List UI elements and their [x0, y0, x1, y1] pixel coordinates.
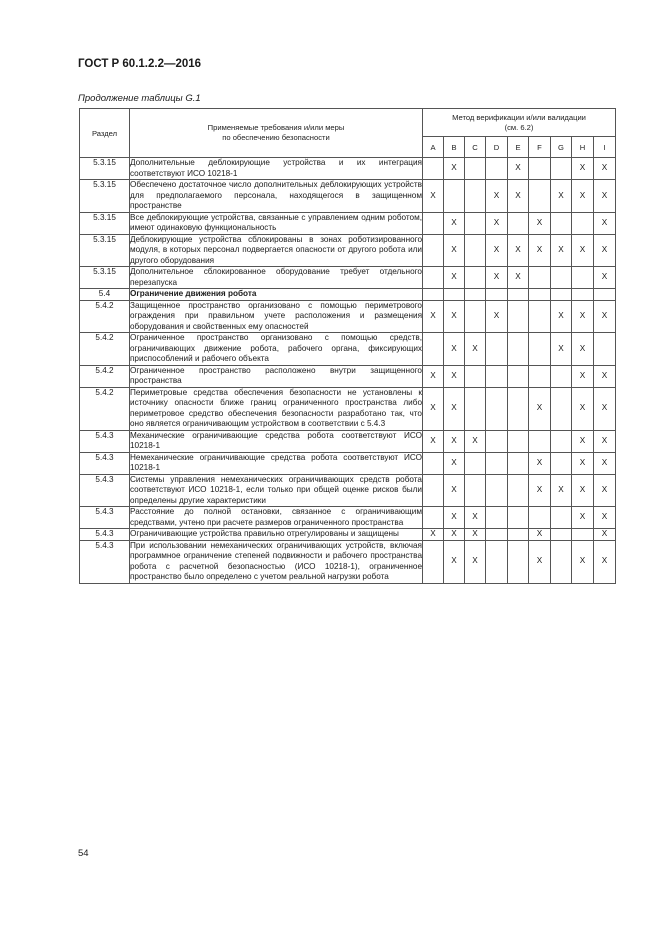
method-mark-cell: X: [572, 474, 594, 507]
table-caption: Продолжение таблицы G.1: [78, 93, 201, 104]
method-mark-cell: X: [465, 333, 486, 366]
requirement-cell: Немеханические ограничивающие средства робота соответствуют ИСО 10218-1: [130, 452, 422, 472]
method-mark-cell: X: [444, 430, 465, 452]
method-mark-cell: [508, 474, 529, 507]
requirement-cell: Ограниченное пространство организовано с помощью средств, ограничивающих движение робота, рабочего органа, фиксирующих приспособлений и рабочего объекта: [130, 333, 422, 363]
method-mark-cell: X: [465, 529, 486, 541]
method-mark-cell: [423, 234, 444, 267]
method-mark-cell: X: [444, 300, 465, 333]
method-mark-cell: [465, 365, 486, 387]
method-mark-cell: [423, 158, 444, 180]
requirement-cell: Защищенное пространство организовано с помощью периметрового ограждения при правильном учете расположения и размещения оборудования и свойственных ему опасностей: [130, 300, 422, 331]
method-mark-cell: X: [486, 300, 508, 333]
method-mark-cell: X: [594, 529, 616, 541]
method-mark-cell: [423, 289, 444, 301]
method-mark-cell: [465, 452, 486, 474]
method-mark-cell: X: [572, 387, 594, 430]
method-mark-cell: [465, 267, 486, 289]
method-mark-cell: X: [572, 180, 594, 213]
method-letter-header: B: [444, 137, 465, 158]
method-mark-cell: [551, 529, 572, 541]
method-mark-cell: X: [444, 452, 465, 474]
method-mark-cell: X: [551, 180, 572, 213]
method-mark-cell: [529, 158, 551, 180]
method-mark-cell: [465, 289, 486, 301]
section-cell: 5.3.15: [80, 267, 130, 289]
method-mark-cell: X: [529, 212, 551, 234]
method-mark-cell: [486, 474, 508, 507]
method-mark-cell: X: [551, 300, 572, 333]
method-mark-cell: X: [444, 540, 465, 583]
method-mark-cell: [486, 507, 508, 529]
requirement-cell: Дополнительные деблокирующие устройства и их интеграция соответствуют ИСО 10218-1: [130, 158, 422, 178]
method-mark-cell: X: [423, 387, 444, 430]
method-mark-cell: [465, 387, 486, 430]
method-mark-cell: X: [444, 158, 465, 180]
method-mark-cell: X: [551, 474, 572, 507]
requirement-cell: Дополнительное сблокированное оборудование требует отдельного перезапуска: [130, 267, 422, 287]
requirement-cell: Системы управления немеханических ограничивающих средств робота соответствуют ИСО 10218-1, если только при общей оценке рисков были определены другие характеристики: [130, 474, 422, 505]
method-mark-cell: X: [508, 234, 529, 267]
method-mark-cell: X: [423, 365, 444, 387]
method-mark-cell: [423, 474, 444, 507]
method-mark-cell: X: [486, 212, 508, 234]
requirement-cell: Периметровые средства обеспечения безопасности не установлены к источнику опасности ближе границ ограниченного пространства либо периметровое средство обеспечения безопасности разработано так, что оно является ограничивающим устройством в соответствии с 5.4.3: [130, 387, 422, 428]
method-mark-cell: [508, 529, 529, 541]
section-cell: 5.4.2: [80, 387, 130, 430]
method-mark-cell: [508, 289, 529, 301]
method-mark-cell: [529, 267, 551, 289]
method-mark-cell: X: [551, 333, 572, 366]
method-mark-cell: X: [594, 430, 616, 452]
method-mark-cell: [486, 529, 508, 541]
method-mark-cell: X: [572, 333, 594, 366]
table-row: [80, 234, 616, 267]
method-mark-cell: X: [594, 365, 616, 387]
method-mark-cell: X: [465, 540, 486, 583]
method-letter-header: H: [572, 137, 594, 158]
method-mark-cell: [551, 507, 572, 529]
method-mark-cell: X: [572, 507, 594, 529]
method-mark-cell: [529, 180, 551, 213]
method-mark-cell: X: [572, 540, 594, 583]
table-row: [80, 540, 616, 583]
section-cell: 5.3.15: [80, 180, 130, 213]
method-mark-cell: X: [594, 300, 616, 333]
method-column-header: Метод верификации и/или валидации (см. 6.2): [423, 109, 616, 137]
requirement-column-header: Применяемые требования и/или меры по обеспечению безопасности: [130, 109, 423, 158]
method-mark-cell: X: [465, 507, 486, 529]
table-row: [80, 180, 616, 213]
table-group-row: [80, 289, 616, 301]
method-mark-cell: [529, 365, 551, 387]
table-row: [80, 267, 616, 289]
method-mark-cell: [486, 430, 508, 452]
method-mark-cell: [423, 212, 444, 234]
method-mark-cell: [423, 333, 444, 366]
table-row: [80, 507, 616, 529]
method-mark-cell: X: [594, 452, 616, 474]
method-mark-cell: X: [444, 234, 465, 267]
table-row: [80, 474, 616, 507]
requirement-cell: Деблокирующие устройства сблокированы в зонах роботизированного модуля, в которых персонал подвергается опасности от другого робота или другого оборудования: [130, 234, 422, 265]
method-mark-cell: [594, 289, 616, 301]
method-mark-cell: [572, 289, 594, 301]
method-mark-cell: [529, 430, 551, 452]
table-row: [80, 387, 616, 430]
method-mark-cell: [551, 540, 572, 583]
method-mark-cell: [508, 430, 529, 452]
section-cell: 5.4.2: [80, 300, 130, 333]
method-mark-cell: [465, 474, 486, 507]
method-mark-cell: [572, 529, 594, 541]
method-letter-header: A: [423, 137, 444, 158]
method-mark-cell: [508, 452, 529, 474]
method-mark-cell: [529, 333, 551, 366]
section-cell: 5.4.3: [80, 452, 130, 474]
method-mark-cell: X: [594, 158, 616, 180]
method-letter-header: F: [529, 137, 551, 158]
document-header: ГОСТ Р 60.1.2.2—2016: [78, 58, 202, 70]
method-mark-cell: [529, 507, 551, 529]
page-number: 54: [78, 848, 89, 859]
method-mark-cell: [551, 365, 572, 387]
method-mark-cell: X: [594, 180, 616, 213]
method-mark-cell: [486, 289, 508, 301]
requirement-cell: Обеспечено достаточное число дополнительных деблокирующих устройств для предполагаемого персонала, находящегося в защищенном пространстве: [130, 180, 422, 210]
method-mark-cell: [423, 452, 444, 474]
section-cell: 5.3.15: [80, 212, 130, 234]
method-mark-cell: [508, 212, 529, 234]
method-mark-cell: [508, 333, 529, 366]
method-mark-cell: X: [529, 540, 551, 583]
method-mark-cell: X: [594, 212, 616, 234]
table-row: [80, 333, 616, 366]
section-cell: 5.3.15: [80, 234, 130, 267]
section-cell: 5.4.3: [80, 529, 130, 541]
method-mark-cell: X: [444, 474, 465, 507]
method-mark-cell: [486, 365, 508, 387]
method-mark-cell: [508, 300, 529, 333]
method-mark-cell: [508, 365, 529, 387]
requirement-cell: При использовании немеханических ограничивающих устройств, включая программное ограничение степеней подвижности и рабочего пространства робота с расчетной безопасностью (ИСО 10218-1), ограниченное пространство было определено с учетом реальной нагрузки робота: [130, 540, 422, 581]
section-cell: 5.4.3: [80, 507, 130, 529]
method-mark-cell: [551, 158, 572, 180]
section-cell: 5.4.3: [80, 430, 130, 452]
table-row: [80, 212, 616, 234]
method-mark-cell: [486, 540, 508, 583]
method-mark-cell: X: [444, 507, 465, 529]
method-mark-cell: X: [551, 234, 572, 267]
method-mark-cell: X: [572, 234, 594, 267]
method-mark-cell: [423, 267, 444, 289]
method-mark-cell: X: [444, 333, 465, 366]
method-mark-cell: X: [529, 387, 551, 430]
method-mark-cell: X: [572, 365, 594, 387]
method-mark-cell: X: [444, 212, 465, 234]
method-mark-cell: [486, 452, 508, 474]
method-mark-cell: [551, 430, 572, 452]
method-mark-cell: X: [529, 452, 551, 474]
method-mark-cell: X: [423, 430, 444, 452]
requirement-cell: Механические ограничивающие средства робота соответствуют ИСО 10218-1: [130, 430, 422, 450]
method-mark-cell: [423, 507, 444, 529]
method-letter-header: E: [508, 137, 529, 158]
method-letter-header: G: [551, 137, 572, 158]
method-mark-cell: [508, 540, 529, 583]
method-mark-cell: X: [594, 234, 616, 267]
method-mark-cell: X: [486, 267, 508, 289]
verification-table: [79, 108, 616, 584]
section-cell: 5.4.2: [80, 333, 130, 366]
method-mark-cell: X: [508, 267, 529, 289]
method-mark-cell: X: [594, 267, 616, 289]
group-title-cell: Ограничение движения робота: [130, 289, 423, 301]
method-mark-cell: X: [423, 300, 444, 333]
method-mark-cell: X: [444, 387, 465, 430]
method-mark-cell: X: [465, 430, 486, 452]
method-mark-cell: X: [529, 474, 551, 507]
requirement-cell: Все деблокирующие устройства, связанные с управлением одним роботом, имеют одинаковую функциональность: [130, 212, 422, 232]
method-mark-cell: [594, 333, 616, 366]
method-mark-cell: X: [572, 158, 594, 180]
section-cell: 5.4.2: [80, 365, 130, 387]
table-body: [80, 158, 616, 584]
method-mark-cell: X: [572, 300, 594, 333]
method-letter-header: C: [465, 137, 486, 158]
method-mark-cell: [529, 289, 551, 301]
method-mark-cell: X: [444, 267, 465, 289]
method-mark-cell: X: [594, 507, 616, 529]
section-column-header: Раздел: [80, 109, 130, 158]
method-mark-cell: [444, 289, 465, 301]
method-mark-cell: X: [486, 180, 508, 213]
requirement-cell: Ограничивающие устройства правильно отрегулированы и защищены: [130, 529, 423, 541]
method-mark-cell: [465, 234, 486, 267]
method-mark-cell: [486, 158, 508, 180]
method-mark-cell: [572, 267, 594, 289]
table-row: [80, 365, 616, 387]
method-mark-cell: [465, 180, 486, 213]
method-mark-cell: [465, 212, 486, 234]
method-mark-cell: [423, 540, 444, 583]
method-letter-header: I: [594, 137, 616, 158]
method-mark-cell: [486, 387, 508, 430]
requirement-cell: Расстояние до полной остановки, связанное с ограничивающим средствами, учтено при расчете размеров ограниченного пространства: [130, 507, 422, 527]
method-mark-cell: X: [508, 180, 529, 213]
table-row: [80, 430, 616, 452]
method-mark-cell: X: [423, 180, 444, 213]
method-mark-cell: X: [423, 529, 444, 541]
method-mark-cell: X: [444, 529, 465, 541]
method-mark-cell: [551, 452, 572, 474]
table-row: [80, 158, 616, 180]
table-row: [80, 529, 616, 541]
table-row: [80, 300, 616, 333]
section-cell: 5.3.15: [80, 158, 130, 180]
method-mark-cell: [486, 333, 508, 366]
method-mark-cell: [551, 212, 572, 234]
section-cell: 5.4.3: [80, 540, 130, 583]
section-cell: 5.4.3: [80, 474, 130, 507]
method-mark-cell: X: [529, 234, 551, 267]
method-mark-cell: [529, 300, 551, 333]
method-mark-cell: X: [508, 158, 529, 180]
section-cell: 5.4: [80, 289, 130, 301]
method-mark-cell: [465, 300, 486, 333]
method-mark-cell: [465, 158, 486, 180]
method-mark-cell: [444, 180, 465, 213]
method-mark-cell: [508, 507, 529, 529]
method-mark-cell: [551, 267, 572, 289]
method-mark-cell: X: [572, 430, 594, 452]
method-mark-cell: X: [486, 234, 508, 267]
method-mark-cell: X: [594, 387, 616, 430]
method-letter-header: D: [486, 137, 508, 158]
requirement-cell: Ограниченное пространство расположено внутри защищенного пространства: [130, 365, 422, 385]
method-mark-cell: [551, 387, 572, 430]
method-mark-cell: [551, 289, 572, 301]
method-mark-cell: X: [444, 365, 465, 387]
method-mark-cell: X: [572, 452, 594, 474]
method-mark-cell: X: [594, 474, 616, 507]
method-mark-cell: [508, 387, 529, 430]
method-mark-cell: X: [529, 529, 551, 541]
table-row: [80, 452, 616, 474]
method-mark-cell: X: [594, 540, 616, 583]
method-mark-cell: [572, 212, 594, 234]
